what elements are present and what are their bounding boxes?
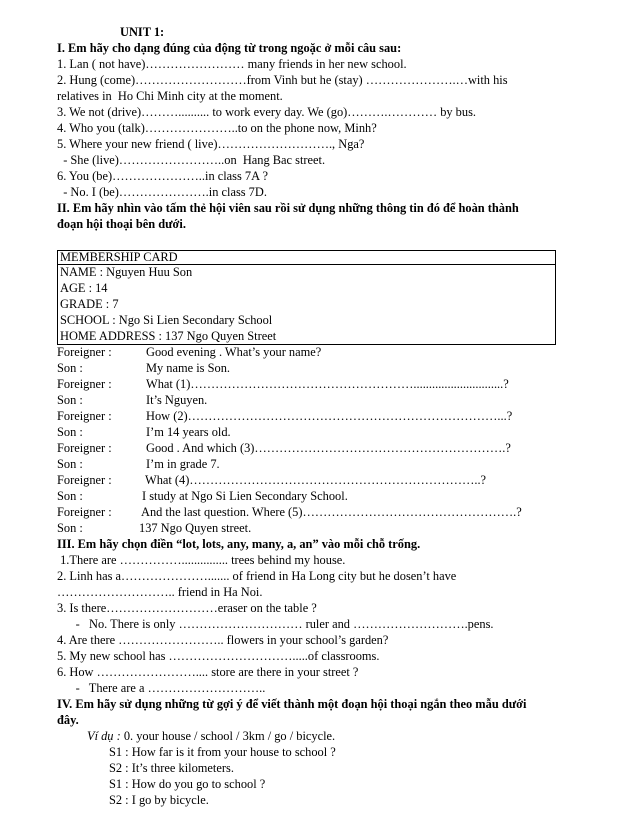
exercise-line: 4. Are there …………………….. flowers in your school’s garden?: [57, 633, 389, 647]
exercise-line: 1.There are ……………............... trees behind my house.: [57, 553, 346, 567]
dialogue-line: Good evening . What’s your name?: [146, 345, 322, 359]
membership-card: [57, 250, 556, 345]
exercise-line: - No. There is only ………………………… ruler and ……………………….pens.: [57, 617, 494, 631]
example-line: S1 : How do you go to school ?: [109, 777, 266, 791]
section-4-heading: IV. Em hãy sử dụng những từ gợi ý để viết thành một đoạn hội thoại ngắn theo mẫu dưới: [57, 697, 527, 711]
exercise-line: ……………………….. friend in Ha Noi.: [57, 585, 263, 599]
dialogue-line: What (1)……………………………………………….............................?: [146, 377, 509, 391]
dialogue-line: Good . And which (3)…………………………………………………….?: [146, 441, 511, 455]
example-line: S1 : How far is it from your house to school ?: [109, 745, 336, 759]
dialogue-line: 137 Ngo Quyen street.: [139, 521, 252, 535]
exercise-line: 1. Lan ( not have)…………………… many friends in her new school.: [57, 57, 407, 71]
exercise-line: relatives in Ho Chi Minh city at the moment.: [57, 89, 283, 103]
example-line: S2 : I go by bicycle.: [109, 793, 209, 807]
example-row: [87, 729, 335, 744]
dialogue-speaker: Foreigner :: [57, 409, 112, 423]
dialogue-line: I’m in grade 7.: [146, 457, 220, 471]
exercise-line: 6. How …………………….... store are there in your street ?: [57, 665, 359, 679]
dialogue-speaker: Son :: [57, 393, 83, 407]
dialogue-line: How (2)…………………………………………………………………...?: [146, 409, 513, 423]
section-2-heading-cont: đoạn hội thoại bên dưới.: [57, 217, 186, 231]
exercise-line: 3. We not (drive)……….......... to work every day. We (go)……….………… by bus.: [57, 105, 476, 119]
dialogue-speaker: Son :: [57, 361, 83, 375]
exercise-line: 2. Linh has a…………………....... of friend in Ha Long city but he dosen’t have: [57, 569, 457, 583]
exercise-line: 6. You (be)…………………..in class 7A ?: [57, 169, 268, 183]
dialogue-line: And the last question. Where (5)…………………………………………….?: [141, 505, 522, 519]
card-age: AGE : 14: [60, 281, 108, 295]
exercise-line: 3. Is there………………………eraser on the table ?: [57, 601, 317, 615]
dialogue-speaker: Foreigner :: [57, 473, 112, 487]
dialogue-line: What (4)……………………………………………………………..?: [145, 473, 487, 487]
exercise-line: - There are a ………………………..: [57, 681, 266, 695]
exercise-line: - No. I (be)………………….in class 7D.: [57, 185, 267, 199]
example-label: Ví dụ :: [87, 729, 121, 743]
example-cue: 0. your house / school / 3km / go / bicycle.: [120, 729, 336, 743]
section-4-heading-cont: đây.: [57, 713, 79, 727]
dialogue-speaker: Foreigner :: [57, 377, 112, 391]
dialogue-line: I study at Ngo Si Lien Secondary School.: [142, 489, 348, 503]
dialogue-line: My name is Son.: [146, 361, 230, 375]
example-line: S2 : It’s three kilometers.: [109, 761, 234, 775]
dialogue-speaker: Foreigner :: [57, 441, 112, 455]
card-grade: GRADE : 7: [60, 297, 119, 311]
dialogue-speaker: Foreigner :: [57, 345, 112, 359]
exercise-line: - She (live)……………………..on Hang Bac street.: [57, 153, 326, 167]
section-1-heading: I. Em hãy cho dạng đúng của động từ trong ngoặc ở mỗi câu sau:: [57, 41, 402, 55]
card-name: NAME : Nguyen Huu Son: [60, 265, 193, 279]
exercise-line: 2. Hung (come)………………………from Vinh but he (stay) ………………….…with his: [57, 73, 508, 87]
dialogue-speaker: Son :: [57, 489, 83, 503]
exercise-line: 4. Who you (talk)…………………..to on the phone now, Minh?: [57, 121, 377, 135]
unit-title: UNIT 1:: [120, 25, 165, 39]
dialogue-speaker: Son :: [57, 425, 83, 439]
dialogue-speaker: Son :: [57, 521, 83, 535]
section-2-heading: II. Em hãy nhìn vào tấm thẻ hội viên sau rồi sử dụng những thông tin đó để hoàn thành: [57, 201, 519, 215]
exercise-line: 5. Where your new friend ( live)………………………., Nga?: [57, 137, 365, 151]
dialogue-line: I’m 14 years old.: [146, 425, 231, 439]
dialogue-line: It’s Nguyen.: [146, 393, 208, 407]
section-3-heading: III. Em hãy chọn điền “lot, lots, any, many, a, an” vào mỗi chỗ trống.: [57, 537, 421, 551]
dialogue-speaker: Foreigner :: [57, 505, 112, 519]
card-school: SCHOOL : Ngo Si Lien Secondary School: [60, 313, 273, 327]
card-title: MEMBERSHIP CARD: [60, 250, 178, 264]
card-address: HOME ADDRESS : 137 Ngo Quyen Street: [60, 329, 277, 343]
dialogue-speaker: Son :: [57, 457, 83, 471]
exercise-line: 5. My new school has ………………………….....of classrooms.: [57, 649, 380, 663]
